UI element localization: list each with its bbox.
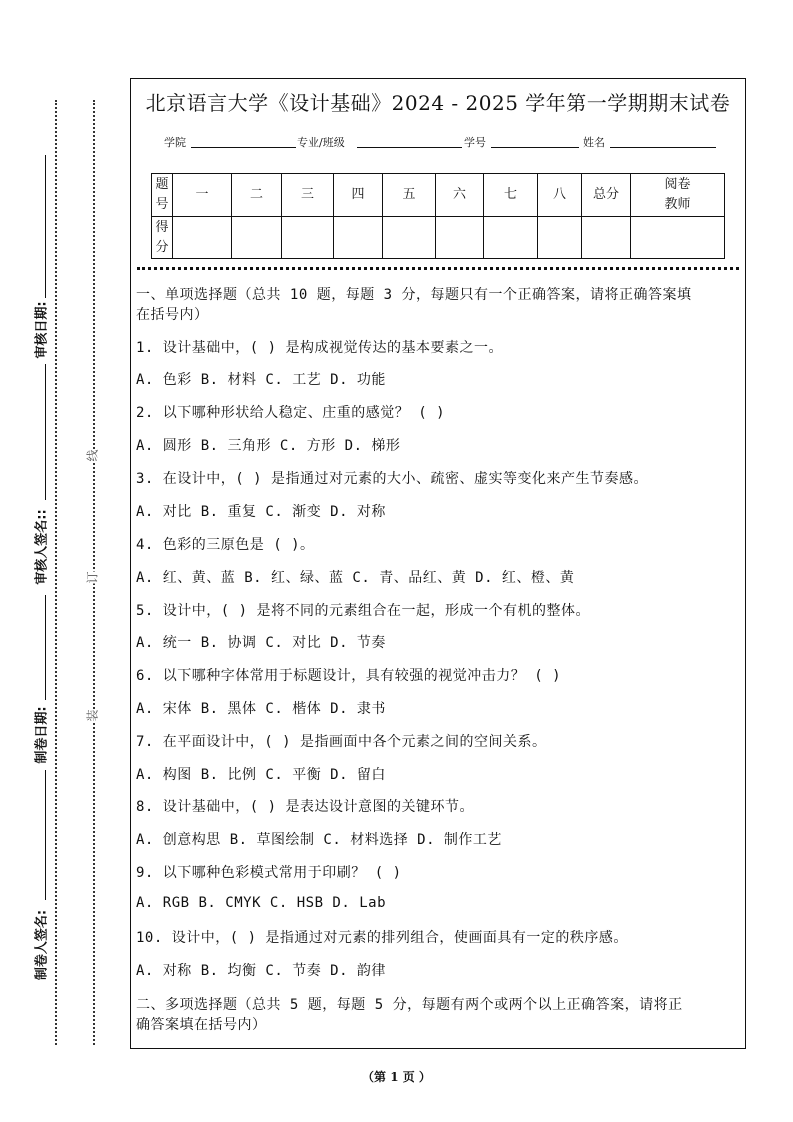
- score-cell[interactable]: [282, 217, 334, 259]
- column-header: 五: [383, 174, 436, 217]
- signature-line: [45, 155, 46, 298]
- column-header-reviewer: 阅卷 教师: [631, 174, 725, 217]
- score-cell[interactable]: [173, 217, 232, 259]
- question-text: 2. 以下哪种形状给人稳定、庄重的感觉？ ( ): [136, 405, 445, 421]
- column-header: 四: [334, 174, 383, 217]
- answer-options: A. 对比 B. 重复 C. 渐变 D. 对称: [136, 504, 386, 520]
- reviewer-signature-label: 审核人签名::: [34, 509, 50, 585]
- signature-line: [45, 770, 46, 900]
- preparer-signature-label: 制卷人签名:: [34, 909, 50, 981]
- question-text: 8. 设计基础中，( ) 是表达设计意图的关键环节。: [136, 799, 474, 815]
- score-cell[interactable]: [383, 217, 436, 259]
- reviewer-cell[interactable]: [631, 217, 725, 259]
- section-heading-line: 二、多项选择题（总共 5 题，每题 5 分，每题有两个或两个以上正确答案，请将正: [136, 997, 683, 1013]
- exam-frame: [130, 78, 746, 1049]
- answer-options: A. 创意构思 B. 草图绘制 C. 材料选择 D. 制作工艺: [136, 832, 502, 848]
- answer-options: A. 对称 B. 均衡 C. 节奏 D. 韵律: [136, 963, 386, 979]
- answer-options: A. 统一 B. 协调 C. 对比 D. 节奏: [136, 635, 386, 651]
- row-label-question-number: 题 号: [152, 174, 173, 217]
- field-label-major-class: 专业/班级: [297, 136, 345, 149]
- binding-char-bind: 装: [85, 709, 100, 722]
- section-heading-line: 一、单项选择题（总共 10 题，每题 3 分，每题只有一个正确答案，请将正确答案填: [136, 287, 692, 303]
- column-header: 二: [232, 174, 282, 217]
- binding-char-line: 线: [85, 449, 100, 462]
- signature-line: [45, 364, 46, 500]
- name-blank[interactable]: [610, 147, 716, 148]
- column-header: 六: [436, 174, 484, 217]
- question-text: 5. 设计中，( ) 是将不同的元素组合在一起，形成一个有机的整体。: [136, 603, 590, 619]
- row-label-score: 得 分: [152, 217, 173, 259]
- score-cell[interactable]: [538, 217, 582, 259]
- student-id-blank[interactable]: [491, 147, 579, 148]
- score-cell[interactable]: [484, 217, 538, 259]
- answer-options: A. 红、黄、蓝 B. 红、绿、蓝 C. 青、品红、黄 D. 红、橙、黄: [136, 570, 575, 586]
- column-header: 八: [538, 174, 582, 217]
- answer-options: A. 宋体 B. 黑体 C. 楷体 D. 隶书: [136, 701, 386, 717]
- binding-char-staple: 订: [85, 571, 100, 584]
- section-heading-line: 在括号内）: [136, 307, 209, 323]
- question-text: 7. 在平面设计中，( ) 是指画面中各个元素之间的空间关系。: [136, 734, 547, 750]
- answer-options: A. 圆形 B. 三角形 C. 方形 D. 梯形: [136, 438, 401, 454]
- section-heading-line: 确答案填在括号内）: [136, 1017, 267, 1033]
- college-blank[interactable]: [191, 147, 296, 148]
- score-table: [151, 173, 725, 259]
- question-text: 4. 色彩的三原色是 ( )。: [136, 537, 315, 553]
- answer-options: A. 色彩 B. 材料 C. 工艺 D. 功能: [136, 372, 386, 388]
- question-text: 3. 在设计中，( ) 是指通过对元素的大小、疏密、虚实等变化来产生节奏感。: [136, 471, 648, 487]
- question-number-row: [152, 174, 725, 217]
- field-label-college: 学院: [164, 136, 186, 149]
- score-cell[interactable]: [334, 217, 383, 259]
- page-number: （第 1 页 ）: [362, 1070, 431, 1084]
- question-text: 1. 设计基础中，( ) 是构成视觉传达的基本要素之一。: [136, 340, 503, 356]
- preparation-date-label: 制卷日期:: [34, 706, 50, 764]
- question-text: 10. 设计中，( ) 是指通过对元素的排列组合，使画面具有一定的秩序感。: [136, 930, 628, 946]
- column-header: 一: [173, 174, 232, 217]
- answer-options: A. 构图 B. 比例 C. 平衡 D. 留白: [136, 767, 386, 783]
- question-text: 6. 以下哪种字体常用于标题设计，具有较强的视觉冲击力？ ( ): [136, 668, 561, 684]
- column-header: 三: [282, 174, 334, 217]
- answer-options: A. RGB B. CMYK C. HSB D. Lab: [136, 895, 387, 911]
- column-header: 七: [484, 174, 538, 217]
- score-row: [152, 217, 725, 259]
- exam-title: 北京语言大学《设计基础》2024 - 2025 学年第一学期期末试卷: [145, 91, 731, 115]
- total-score-cell[interactable]: [582, 217, 631, 259]
- major-class-blank[interactable]: [357, 147, 462, 148]
- review-date-label: 审核日期:: [34, 301, 50, 359]
- binding-dotted-line-outer: [55, 100, 57, 1045]
- question-text: 9. 以下哪种色彩模式常用于印刷？ ( ): [136, 865, 402, 881]
- signature-line: [45, 595, 46, 700]
- score-cell[interactable]: [436, 217, 484, 259]
- section-divider: [137, 267, 739, 270]
- field-label-name: 姓名: [583, 136, 605, 149]
- field-label-student-id: 学号: [464, 136, 486, 149]
- column-header-total: 总分: [582, 174, 631, 217]
- score-cell[interactable]: [232, 217, 282, 259]
